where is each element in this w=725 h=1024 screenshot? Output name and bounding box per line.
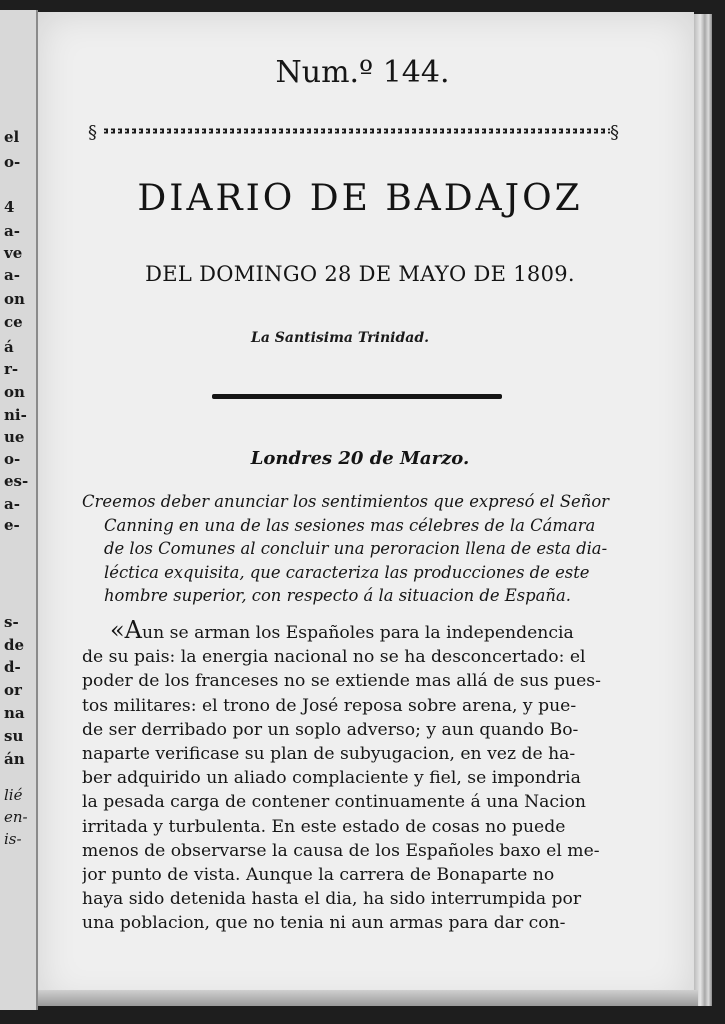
left-fragment: a- <box>4 495 20 513</box>
body-line: poder de los franceses no se extiende mas allá de sus pues- <box>82 671 601 692</box>
ornamental-rule <box>88 122 628 142</box>
issue-number: Num.º 144. <box>275 55 450 90</box>
intro-paragraph <box>82 490 618 608</box>
left-fragment: lié <box>4 786 23 804</box>
left-fragment: r- <box>4 360 19 378</box>
left-fragment: on <box>4 383 25 401</box>
drop-cap: «A <box>110 618 143 644</box>
svg-text:§: § <box>88 122 97 142</box>
left-fragment: á <box>4 338 14 356</box>
left-fragment: de <box>4 636 25 654</box>
separator-rule <box>212 394 502 399</box>
body-line <box>82 618 618 645</box>
left-fragment: es- <box>4 472 29 490</box>
body-line: naparte verificase su plan de subyugacion, en vez de ha- <box>82 744 576 765</box>
left-fragment: el <box>4 128 20 146</box>
left-fragment: s- <box>4 613 19 631</box>
body-line: tos militares: el trono de José reposa sobre arena, y pue- <box>82 695 577 716</box>
body-line: irritada y turbulenta. En este estado de cosas no puede <box>82 816 566 837</box>
page-edge <box>694 14 712 1006</box>
intro-line: Creemos deber anunciar los sentimientos que expresó el Señor <box>82 492 610 511</box>
body-line: menos de observarse la causa de los Españoles baxo el me- <box>82 840 600 861</box>
intro-line: de los Comunes al concluir una peroracion llena de esta dia- <box>104 539 608 558</box>
left-fragment: is- <box>4 830 22 848</box>
left-fragment: ni- <box>4 406 27 424</box>
svg-text:§: § <box>610 122 619 142</box>
intro-line: hombre superior, con respecto á la situacion de España. <box>104 586 571 605</box>
page-bottom-edge <box>38 990 698 1006</box>
body-line: haya sido detenida hasta el dia, ha sido interrumpida por <box>82 889 582 910</box>
left-fragment: o- <box>4 153 21 171</box>
saint-of-day: La Santisima Trinidad. <box>250 330 429 346</box>
intro-line: léctica exquisita, que caracteriza las producciones de este <box>104 562 590 582</box>
left-fragment: a- <box>4 266 20 284</box>
place-date: Londres 20 de Marzo. <box>250 448 470 469</box>
left-fragment: ue <box>4 428 25 446</box>
dateline: DEL DOMINGO 28 DE MAYO DE 1809. <box>145 262 575 286</box>
body-line: de su pais: la energia nacional no se ha desconcertado: el <box>82 647 586 668</box>
left-fragment: ve <box>4 244 23 262</box>
left-fragment: su <box>4 727 24 745</box>
left-fragment: on <box>4 290 25 308</box>
left-fragment: e- <box>4 516 20 534</box>
left-fragment: a- <box>4 222 20 240</box>
left-fragment: án <box>4 750 25 768</box>
body-line: una poblacion, que no tenia ni aun armas para dar con- <box>82 913 566 934</box>
left-fragment: ce <box>4 313 23 331</box>
body-line: la pesada carga de contener continuamente á una Nacion <box>82 792 586 813</box>
body-line: jor punto de vista. Aunque la carrera de Bonaparte no <box>82 865 555 886</box>
body-line: de ser derribado por un soplo adverso; y aun quando Bo- <box>82 719 579 740</box>
body-line-text: un se arman los Españoles para la independencia <box>142 623 574 643</box>
intro-line: Canning en una de las sesiones mas célebres de la Cámara <box>104 515 596 535</box>
left-fragment: o- <box>4 450 21 468</box>
body-paragraph <box>82 618 618 936</box>
body-line: ber adquirido un aliado complaciente y fiel, se impondria <box>82 768 581 789</box>
left-page <box>0 10 38 1010</box>
left-fragment: or <box>4 681 22 699</box>
left-fragment: 4 <box>4 198 15 216</box>
newspaper-title: DIARIO DE BADAJOZ <box>137 178 583 219</box>
left-fragment: en- <box>4 808 28 826</box>
left-fragment: d- <box>4 658 21 676</box>
left-fragment: na <box>4 704 25 722</box>
